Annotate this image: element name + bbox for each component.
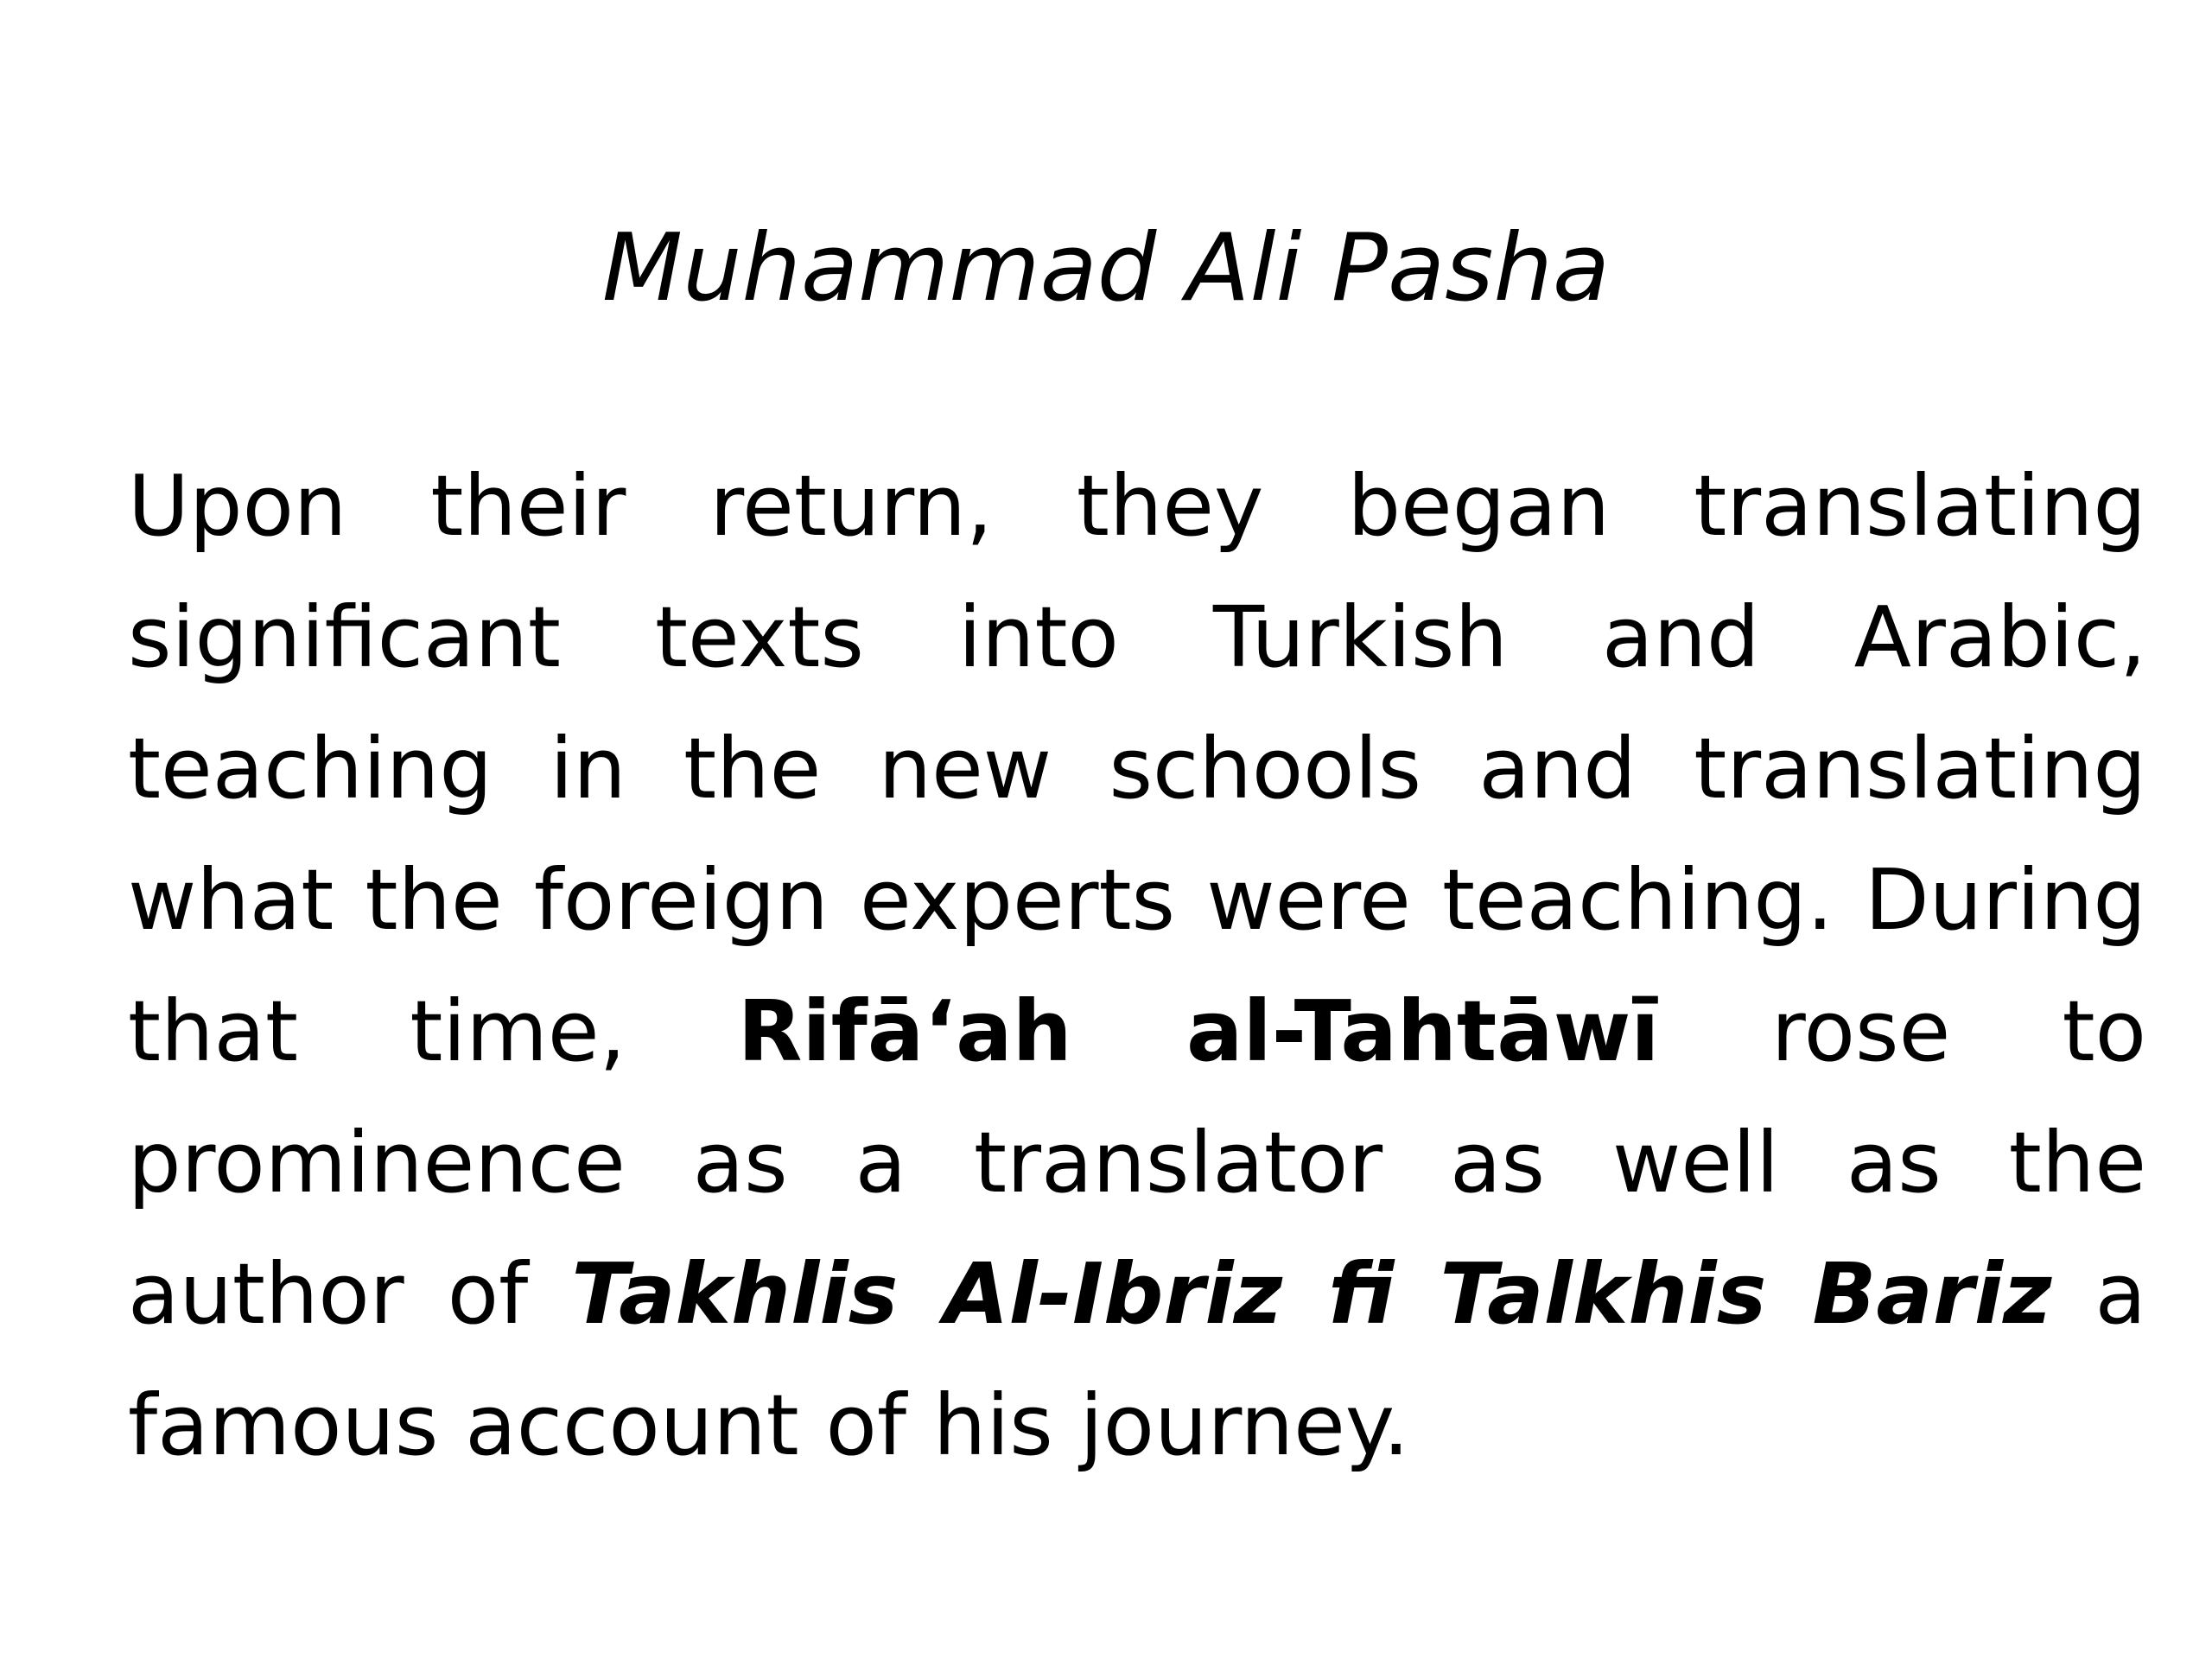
body-paragraph bbox=[128, 441, 2146, 1491]
translator-name: Rifāʻah al-Tahtāwī bbox=[737, 982, 1660, 1080]
book-title: Takhlis Al-Ibriz fi Talkhis Bariz bbox=[571, 1245, 2052, 1343]
paragraph-text-part-3: a famous account of his journey. bbox=[128, 1245, 2146, 1474]
paragraph-text-part-1: Upon their return, they began translating significant texts into Turkish and Arabic, teaching in the new schools and translating what the foreign experts were teaching. During that time, bbox=[128, 457, 2146, 1080]
slide-title: Muhammad Ali Pasha bbox=[601, 214, 1611, 322]
paragraph-text-part-2: rose to prominence as a translator as well as the author of bbox=[128, 982, 2146, 1343]
